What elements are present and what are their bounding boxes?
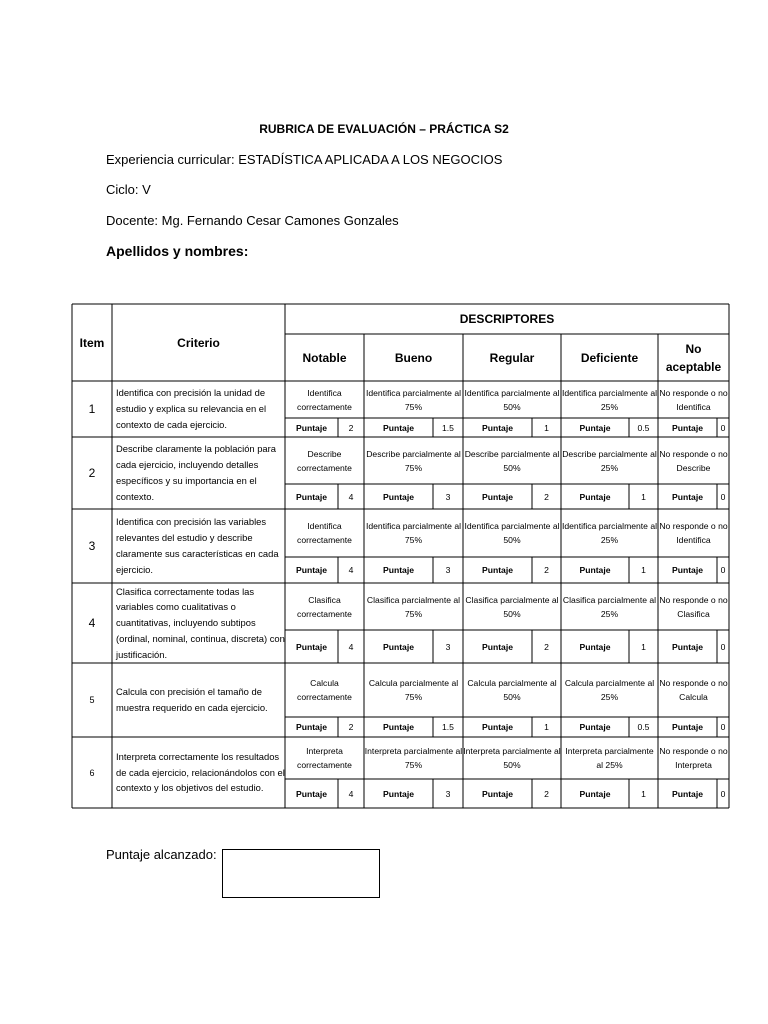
descriptor-cell-text: Identifica parcialmente al 75% bbox=[365, 387, 462, 412]
level-header-1 bbox=[285, 334, 364, 381]
score-value-cell-text: 1.5 bbox=[442, 722, 454, 732]
descriptor-cell-text: Interpreta correctamente bbox=[297, 746, 352, 770]
descriptor-cell-text: No responde o no Describe bbox=[659, 448, 728, 473]
score-label-cell bbox=[463, 779, 532, 808]
score-label-cell bbox=[561, 779, 629, 808]
score-label-cell-text: Puntaje bbox=[481, 722, 514, 732]
item-number-text: 6 bbox=[89, 767, 95, 778]
descriptor-cell-text: Calcula parcialmente al 25% bbox=[564, 678, 655, 702]
score-label-cell-text: Puntaje bbox=[382, 722, 415, 732]
score-value-cell bbox=[629, 630, 658, 663]
score-value-cell-text: 1 bbox=[641, 641, 646, 652]
descriptor-cell-text: Interpreta parcialmente al 50% bbox=[463, 746, 561, 770]
score-label-cell bbox=[561, 630, 629, 663]
descriptor-cell-text: No responde o no Identifica bbox=[659, 387, 728, 412]
score-value-cell-text: 2 bbox=[544, 565, 549, 575]
score-value-cell bbox=[629, 418, 658, 437]
score-label-cell bbox=[658, 630, 717, 663]
criterio-cell-text: Identifica con precisión las variables relevantes del estudio y describe claramente sus características en cada ejercicio. bbox=[116, 516, 279, 575]
score-label-cell-text: Puntaje bbox=[671, 422, 704, 433]
descriptor-cell bbox=[285, 663, 364, 717]
score-label-cell bbox=[463, 557, 532, 583]
score-label-cell bbox=[463, 717, 532, 737]
score-label-cell bbox=[658, 484, 717, 509]
score-label-cell-text: Puntaje bbox=[382, 641, 415, 652]
score-label-cell bbox=[561, 717, 629, 737]
descriptor-cell-text: Calcula parcialmente al 50% bbox=[467, 678, 557, 702]
score-label-cell bbox=[658, 557, 717, 583]
score-value-cell bbox=[717, 557, 729, 583]
score-label-cell bbox=[364, 717, 433, 737]
score-label-cell bbox=[561, 557, 629, 583]
level-header-3 bbox=[463, 334, 561, 381]
descriptor-cell-text: Identifica parcialmente al 50% bbox=[464, 521, 560, 545]
score-value-cell-text: 4 bbox=[348, 641, 354, 652]
descriptor-cell bbox=[658, 737, 729, 779]
score-label-cell bbox=[364, 557, 433, 583]
score-value-cell bbox=[532, 418, 561, 437]
descriptor-cell bbox=[285, 437, 364, 484]
score-label-cell-text: Puntaje bbox=[579, 491, 611, 502]
score-label-cell bbox=[285, 484, 338, 509]
score-label-cell bbox=[285, 630, 338, 663]
score-label-cell-text: Puntaje bbox=[481, 641, 514, 652]
level-header-5 bbox=[658, 334, 729, 381]
level-header-5-text: No aceptable bbox=[665, 341, 722, 374]
score-value-cell bbox=[338, 630, 364, 663]
descriptor-cell-text: Describe parcialmente al 50% bbox=[464, 448, 560, 473]
score-label-cell bbox=[285, 418, 338, 437]
score-label-cell bbox=[364, 779, 433, 808]
score-value-cell bbox=[433, 418, 463, 437]
descriptor-cell-text: Clasifica parcialmente al 75% bbox=[366, 594, 461, 619]
descriptor-cell-text: No responde o no Interpreta bbox=[659, 746, 728, 770]
names-label: Apellidos y nombres: bbox=[106, 243, 249, 259]
item-number bbox=[72, 509, 112, 583]
level-header-2 bbox=[364, 334, 463, 381]
score-label-cell bbox=[463, 630, 532, 663]
descriptor-cell bbox=[658, 437, 729, 484]
criterio-cell bbox=[112, 737, 285, 808]
score-label-cell-text: Puntaje bbox=[481, 491, 514, 502]
score-value-cell bbox=[338, 418, 364, 437]
score-label-cell bbox=[561, 484, 629, 509]
score-value-cell bbox=[338, 557, 364, 583]
descriptor-cell bbox=[364, 583, 463, 630]
item-header bbox=[72, 304, 112, 381]
score-value-cell bbox=[532, 630, 561, 663]
descriptor-cell-text: Calcula correctamente bbox=[297, 678, 352, 702]
score-value-cell-text: 0 bbox=[720, 722, 726, 732]
descriptor-cell bbox=[285, 381, 364, 418]
score-value-cell-text: 1 bbox=[544, 722, 549, 732]
score-label-cell bbox=[658, 418, 717, 437]
descriptor-cell-text: Clasifica correctamente bbox=[297, 594, 352, 619]
score-label-cell-text: Puntaje bbox=[579, 422, 611, 433]
descriptor-cell bbox=[285, 509, 364, 557]
score-label-cell-text: Puntaje bbox=[481, 788, 514, 799]
score-label-cell-text: Puntaje bbox=[671, 641, 704, 652]
score-value-cell-text: 1.5 bbox=[442, 422, 454, 433]
descriptor-cell-text: Calcula parcialmente al 75% bbox=[368, 678, 459, 702]
level-header-2-text: Bueno bbox=[394, 350, 433, 365]
score-value-cell-text: 0 bbox=[720, 491, 726, 502]
descriptor-cell bbox=[463, 437, 561, 484]
score-label-cell-text: Puntaje bbox=[295, 722, 328, 732]
score-label-cell-text: Puntaje bbox=[382, 788, 415, 799]
score-label-cell-text: Puntaje bbox=[295, 422, 328, 433]
descriptor-cell-text: Identifica parcialmente al 25% bbox=[561, 387, 658, 412]
descriptor-cell bbox=[561, 583, 658, 630]
descriptor-cell bbox=[285, 583, 364, 630]
descriptor-cell bbox=[285, 737, 364, 779]
score-value-cell-text: 0 bbox=[720, 422, 726, 433]
descriptor-cell bbox=[561, 437, 658, 484]
descriptor-cell bbox=[561, 509, 658, 557]
item-number bbox=[72, 737, 112, 808]
level-header-3-text: Regular bbox=[489, 350, 535, 365]
score-value-cell-text: 1 bbox=[641, 788, 646, 799]
score-value-cell bbox=[532, 779, 561, 808]
score-value-cell bbox=[532, 484, 561, 509]
descriptor-cell-text: Describe parcialmente al 25% bbox=[562, 448, 657, 473]
item-number bbox=[72, 583, 112, 663]
descriptor-cell-text: No responde o no Calcula bbox=[659, 678, 728, 702]
score-label-cell-text: Puntaje bbox=[671, 491, 704, 502]
score-value-cell-text: 4 bbox=[348, 491, 354, 502]
descriptor-cell bbox=[364, 509, 463, 557]
criterio-cell-text: Calcula con precisión el tamaño de muestra requerido en cada ejercicio. bbox=[116, 686, 268, 713]
score-value-cell-text: 2 bbox=[544, 491, 549, 502]
item-header-text: Item bbox=[79, 335, 105, 350]
descriptor-cell-text: No responde o no Clasifica bbox=[659, 594, 728, 619]
score-value-cell bbox=[532, 717, 561, 737]
criterio-cell bbox=[112, 583, 285, 663]
score-value-cell-text: 2 bbox=[348, 422, 354, 433]
descriptor-cell-text: Interpreta parcialmente al 75% bbox=[364, 746, 463, 770]
criterio-cell bbox=[112, 509, 285, 583]
descriptor-cell bbox=[364, 437, 463, 484]
score-value-cell-text: 3 bbox=[445, 565, 451, 575]
score-value-cell bbox=[629, 779, 658, 808]
score-value-cell-text: 0 bbox=[720, 788, 726, 799]
score-value-cell-text: 1 bbox=[544, 422, 549, 433]
score-value-cell-text: 0 bbox=[720, 565, 726, 575]
score-label-cell bbox=[364, 418, 433, 437]
score-label-cell bbox=[364, 630, 433, 663]
criterio-cell-text: Describe claramente la población para cada ejercicio, incluyendo detalles específicos y su importancia en el contexto. bbox=[116, 443, 276, 502]
document-title: RUBRICA DE EVALUACIÓN – PRÁCTICA S2 bbox=[259, 122, 509, 136]
score-value-cell bbox=[433, 557, 463, 583]
score-label-cell bbox=[658, 779, 717, 808]
score-label-cell-text: Puntaje bbox=[382, 422, 415, 433]
descriptor-cell bbox=[364, 663, 463, 717]
item-number bbox=[72, 381, 112, 437]
cycle-line: Ciclo: V bbox=[106, 182, 151, 197]
score-label-cell-text: Puntaje bbox=[671, 788, 704, 799]
score-label-cell-text: Puntaje bbox=[295, 565, 328, 575]
descriptor-cell bbox=[658, 381, 729, 418]
item-number-text: 1 bbox=[88, 402, 96, 416]
descriptor-cell bbox=[364, 737, 463, 779]
item-number-text: 2 bbox=[88, 466, 96, 480]
score-value-cell-text: 4 bbox=[348, 565, 354, 575]
descriptor-cell-text: Identifica parcialmente al 25% bbox=[561, 521, 658, 545]
score-value-cell bbox=[717, 779, 729, 808]
score-value-cell-text: 0 bbox=[720, 641, 726, 652]
descriptor-cell bbox=[364, 381, 463, 418]
descriptor-cell-text: Describe correctamente bbox=[297, 448, 352, 473]
descriptor-cell-text: Interpreta parcialmente al 25% bbox=[565, 746, 654, 770]
criterio-cell-text: Clasifica correctamente todas las variables como cualitativas o cuantitativas, incluyendo subtipos (ordinal, nominal, continua, discreta) con justificación. bbox=[116, 585, 285, 660]
score-value-cell bbox=[629, 557, 658, 583]
score-value-cell bbox=[717, 418, 729, 437]
teacher-line: Docente: Mg. Fernando Cesar Camones Gonzales bbox=[106, 213, 399, 228]
descriptor-cell bbox=[658, 509, 729, 557]
score-box[interactable] bbox=[222, 849, 380, 898]
score-label-cell-text: Puntaje bbox=[295, 491, 328, 502]
score-value-cell bbox=[433, 484, 463, 509]
score-value-cell-text: 3 bbox=[445, 491, 451, 502]
descriptores-header-text: DESCRIPTORES bbox=[459, 312, 555, 326]
score-value-cell-text: 3 bbox=[445, 788, 451, 799]
descriptor-cell-text: Identifica parcialmente al 50% bbox=[464, 387, 560, 412]
descriptor-cell-text: Identifica correctamente bbox=[297, 387, 352, 412]
score-label-cell-text: Puntaje bbox=[295, 641, 328, 652]
score-value-cell bbox=[433, 630, 463, 663]
descriptor-cell bbox=[463, 381, 561, 418]
criterio-cell-text: Identifica con precisión la unidad de estudio y explica su relevancia en el contexto de cada ejercicio. bbox=[116, 387, 267, 430]
score-label-cell-text: Puntaje bbox=[382, 565, 415, 575]
score-value-cell-text: 1 bbox=[641, 491, 646, 502]
score-label-cell-text: Puntaje bbox=[382, 491, 415, 502]
item-number bbox=[72, 663, 112, 737]
score-value-cell bbox=[433, 717, 463, 737]
score-label-cell bbox=[463, 418, 532, 437]
score-value-cell bbox=[629, 484, 658, 509]
descriptor-cell-text: No responde o no Identifica bbox=[659, 521, 728, 545]
score-label-cell-text: Puntaje bbox=[579, 641, 611, 652]
descriptor-cell bbox=[463, 663, 561, 717]
descriptor-cell-text: Identifica correctamente bbox=[297, 521, 352, 545]
descriptor-cell bbox=[658, 583, 729, 630]
score-label-cell-text: Puntaje bbox=[579, 788, 611, 799]
score-value-cell-text: 1 bbox=[641, 565, 646, 575]
score-label-cell-text: Puntaje bbox=[579, 722, 611, 732]
descriptor-cell-text: Clasifica parcialmente al 50% bbox=[465, 594, 559, 619]
course-line: Experiencia curricular: ESTADÍSTICA APLICADA A LOS NEGOCIOS bbox=[106, 152, 503, 167]
score-value-cell-text: 2 bbox=[348, 722, 354, 732]
score-value-cell-text: 2 bbox=[544, 788, 549, 799]
level-header-4 bbox=[561, 334, 658, 381]
score-value-cell bbox=[629, 717, 658, 737]
score-label: Puntaje alcanzado: bbox=[106, 847, 217, 862]
score-value-cell-text: 0.5 bbox=[637, 422, 650, 433]
score-label-cell bbox=[561, 418, 629, 437]
descriptores-header bbox=[285, 304, 729, 334]
score-value-cell bbox=[717, 630, 729, 663]
descriptor-cell bbox=[561, 381, 658, 418]
descriptor-cell bbox=[463, 737, 561, 779]
score-label-cell-text: Puntaje bbox=[481, 422, 514, 433]
score-label-cell-text: Puntaje bbox=[295, 788, 328, 799]
score-value-cell-text: 4 bbox=[348, 788, 354, 799]
score-label-cell bbox=[285, 557, 338, 583]
descriptor-cell bbox=[561, 663, 658, 717]
item-number-text: 4 bbox=[88, 616, 96, 630]
score-label-cell bbox=[463, 484, 532, 509]
score-label-cell bbox=[285, 779, 338, 808]
score-value-cell bbox=[338, 779, 364, 808]
score-value-cell bbox=[532, 557, 561, 583]
criterio-header bbox=[112, 304, 285, 381]
descriptor-cell bbox=[561, 737, 658, 779]
descriptor-cell bbox=[658, 663, 729, 717]
item-number-text: 3 bbox=[88, 539, 96, 553]
descriptor-cell bbox=[463, 509, 561, 557]
score-label-cell bbox=[364, 484, 433, 509]
score-value-cell bbox=[717, 717, 729, 737]
score-value-cell bbox=[338, 717, 364, 737]
criterio-cell bbox=[112, 381, 285, 437]
descriptor-cell-text: Identifica parcialmente al 75% bbox=[365, 521, 462, 545]
score-label-cell bbox=[285, 717, 338, 737]
score-label-cell-text: Puntaje bbox=[579, 565, 611, 575]
criterio-cell-text: Interpreta correctamente los resultados de cada ejercicio, relacionándolos con el contexto y los objetivos del estudio. bbox=[116, 750, 285, 794]
score-value-cell-text: 0.5 bbox=[637, 722, 650, 732]
score-label-cell bbox=[658, 717, 717, 737]
criterio-cell bbox=[112, 437, 285, 509]
descriptor-cell-text: Describe parcialmente al 75% bbox=[366, 448, 461, 473]
criterio-header-text: Criterio bbox=[177, 335, 220, 350]
score-value-cell bbox=[717, 484, 729, 509]
score-value-cell bbox=[433, 779, 463, 808]
level-header-1-text: Notable bbox=[302, 350, 347, 365]
descriptor-cell-text: Clasifica parcialmente al 25% bbox=[562, 594, 657, 619]
score-value-cell-text: 2 bbox=[544, 641, 549, 652]
score-label-cell-text: Puntaje bbox=[481, 565, 514, 575]
item-number bbox=[72, 437, 112, 509]
descriptor-cell bbox=[463, 583, 561, 630]
score-label-cell-text: Puntaje bbox=[671, 565, 704, 575]
score-value-cell-text: 3 bbox=[445, 641, 451, 652]
score-value-cell bbox=[338, 484, 364, 509]
level-header-4-text: Deficiente bbox=[580, 350, 639, 365]
item-number-text: 5 bbox=[89, 695, 95, 705]
criterio-cell bbox=[112, 663, 285, 737]
score-label-cell-text: Puntaje bbox=[671, 722, 704, 732]
